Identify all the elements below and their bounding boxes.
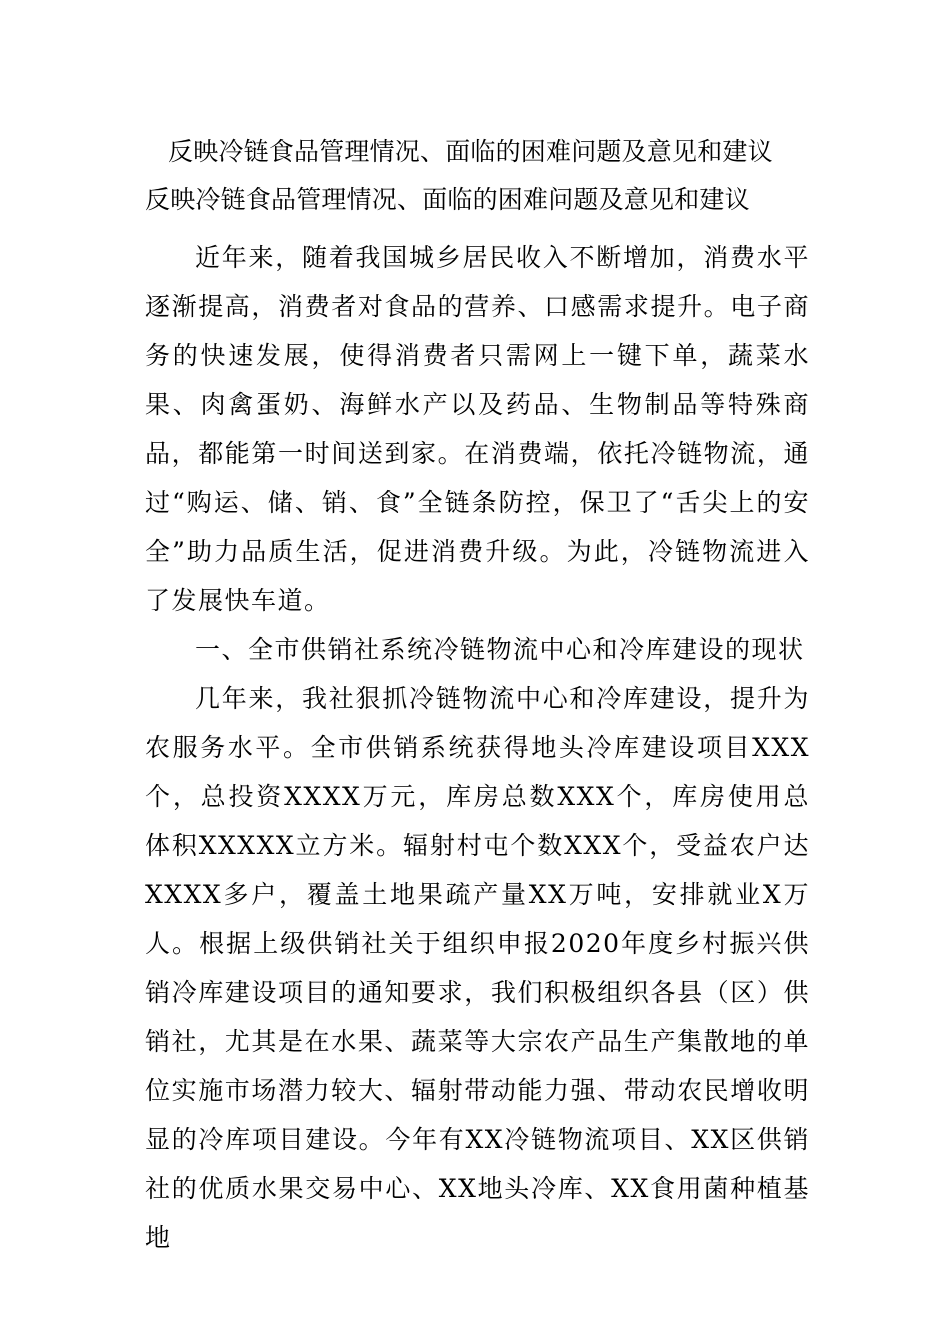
document-body: [145, 233, 810, 1262]
section-heading-1: 一、全市供销社系统冷链物流中心和冷库建设的现状: [195, 635, 805, 664]
document-title-line-1: 反映冷链食品管理情况、面临的困难问题及意见和建议: [168, 137, 773, 166]
paragraph-intro: 近年来，随着我国城乡居民收入不断增加，消费水平逐渐提高，消费者对食品的营养、口感需求提升。电子商务的快速发展，使得消费者只需网上一键下单，蔬菜水果、肉禽蛋奶、海鲜水产以及药品、生物制品等特殊商品，都能第一时间送到家。在消费端，依托冷链物流，通过“购运、储、销、食”全链条防控，保卫了“舌尖上的安全”助力品质生活，促进消费升级。为此，冷链物流进入了发展快车道。: [145, 243, 810, 615]
document-title-line-2: 反映冷链食品管理情况、面临的困难问题及意见和建议: [145, 185, 750, 214]
paragraph-status: 几年来，我社狠抓冷链物流中心和冷库建设，提升为农服务水平。全市供销系统获得地头冷库建设项目XXX个，总投资XXXX万元，库房总数XXX个，库房使用总体积XXXXX立方米。辐射村屯个数XXX个，受益农户达XXXX多户，覆盖土地果疏产量XX万吨，安排就业X万人。根据上级供销社关于组织申报2020年度乡村振兴供销冷库建设项目的通知要求，我们积极组织各县（区）供销社，尤其是在水果、蔬菜等大宗农产品生产集散地的单位实施市场潜力较大、辐射带动能力强、带动农民增收明显的冷库项目建设。今年有XX冷链物流项目、XX区供销社的优质水果交易中心、XX地头冷库、XX食用菌种植基地: [145, 684, 810, 1252]
